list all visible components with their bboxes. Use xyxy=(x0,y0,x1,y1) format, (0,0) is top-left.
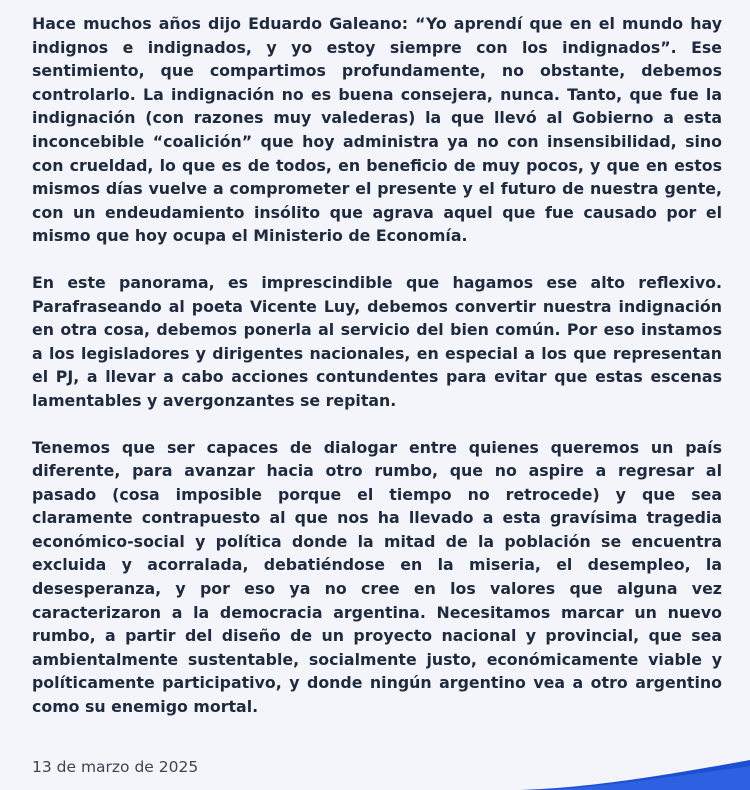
document-date: 13 de marzo de 2025 xyxy=(32,758,199,776)
document-body xyxy=(32,12,722,742)
paragraph-2: En este panorama, es imprescindible que hagamos ese alto reflexivo. Parafraseando al poeta Vicente Luy, debemos convertir nuestra indignación en otra cosa, debemos ponerla al servicio del bien común. Por eso instamos a los legisladores y dirigentes nacionales, en especial a los que representan el PJ, a llevar a cabo acciones contundentes para evitar que estas escenas lamentables y avergonzantes se repitan. xyxy=(32,272,722,410)
paragraph-1: Hace muchos años dijo Eduardo Galeano: “Yo aprendí que en el mundo hay indignos e indignados, y yo estoy siempre con los indignados”. Ese sentimiento, que compartimos profundamente, no obstante, debemos controlarlo. La indignación no es buena consejera, nunca. Tanto, que fue la indignación (con razones muy valederas) la que llevó al Gobierno a esta inconcebible “coalición” que hoy administra ya no con insensibilidad, sino con crueldad, lo que es de todos, en beneficio de muy pocos, y que en estos mismos días vuelve a comprometer el presente y el futuro de nuestra gente, con un endeudamiento insólito que agrava aquel que fue causado por el mismo que hoy ocupa el Ministerio de Economía. xyxy=(32,14,722,246)
decorative-wave-corner xyxy=(520,760,750,790)
paragraph-3: Tenemos que ser capaces de dialogar entre quienes queremos un país diferente, para avanzar hacia otro rumbo, que no aspire a regresar al pasado (cosa imposible porque el tiempo no retrocede) y que sea claramente contrapuesto al que nos ha llevado a esta gravísima tragedia económico-social y política donde la mitad de la población se encuentra excluida y acorralada, debatiéndose en la miseria, el desempleo, la desesperanza, y por eso ya no cree en los valores que alguna vez caracterizaron a la democracia argentina. Necesitamos marcar un nuevo rumbo, a partir del diseño de un proyecto nacional y provincial, que sea ambientalmente sustentable, socialmente justo, económicamente viable y políticamente participativo, y donde ningún argentino vea a otro argentino como su enemigo mortal. xyxy=(32,437,722,717)
